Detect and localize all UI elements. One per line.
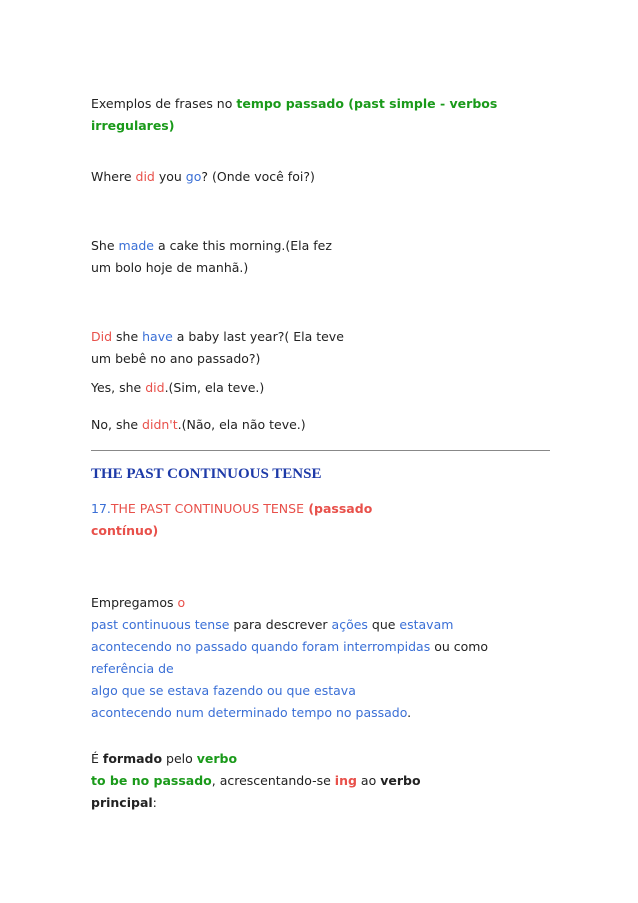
answer-text: .(Sim, ela teve.) (164, 380, 265, 395)
paragraph-line (91, 792, 551, 814)
word-verbo: verbo (380, 773, 421, 788)
paragraph-text: : (152, 795, 157, 810)
word-ing: ing (334, 773, 357, 788)
paragraph-formation (91, 748, 551, 814)
answer-yes (91, 377, 551, 399)
example-line-1 (91, 326, 551, 348)
paragraph-usage (91, 592, 551, 724)
intro-highlight: tempo passado (past simple - verbos irregulares) (91, 96, 498, 133)
example-line-2: um bolo hoje de manhã.) (91, 260, 249, 275)
horizontal-rule (91, 450, 550, 451)
answer-text: .(Não, ela não teve.) (177, 417, 306, 432)
answer-text: Yes, she (91, 380, 146, 395)
answer-no (91, 414, 551, 436)
example-text: you (154, 169, 186, 184)
word-formado: formado (102, 751, 163, 766)
example-text: Where (91, 169, 136, 184)
paragraph-text: para descrever (229, 617, 332, 632)
example-text: ? (Onde você foi?) (201, 169, 315, 184)
paragraph-line (91, 592, 551, 614)
paragraph-line (91, 770, 551, 792)
phrase-referencia: referência de (91, 661, 174, 676)
verb-did: did (145, 380, 165, 395)
word-o: o (177, 595, 186, 610)
word-acoes: ações (331, 617, 368, 632)
verb-did: Did (91, 329, 113, 344)
intro-prefix: Exemplos de frases no (91, 96, 237, 111)
intro-line (91, 93, 551, 137)
example-text: a cake this morning.(Ela fez (154, 238, 332, 253)
verb-have: have (142, 329, 173, 344)
verb-didnt: didn't (142, 417, 178, 432)
paragraph-text: É (91, 751, 103, 766)
subsection-paren: (passado (303, 501, 373, 516)
subsection-line-2: contínuo) (91, 523, 159, 538)
word-principal: principal (91, 795, 153, 810)
paragraph-text: ao (356, 773, 381, 788)
subsection-title: THE PAST CONTINUOUS TENSE (110, 501, 304, 516)
example-text: she (112, 329, 143, 344)
paragraph-line (91, 636, 551, 680)
paragraph-text: que (367, 617, 400, 632)
example-line-1 (91, 235, 551, 257)
paragraph-text: , acrescentando-se (211, 773, 335, 788)
verb-go: go (185, 169, 202, 184)
subsection-number: 17. (91, 501, 111, 516)
phrase-determinado-tempo: acontecendo num determinado tempo no passado (91, 705, 408, 720)
paragraph-text: Empregamos (91, 595, 178, 610)
subsection-heading (91, 498, 551, 542)
paragraph-text: . (407, 705, 412, 720)
paragraph-text: ou como (430, 639, 489, 654)
example-text: She (91, 238, 119, 253)
paragraph-text: pelo (162, 751, 197, 766)
example-where-did-you-go (91, 166, 551, 188)
verb-did: did (135, 169, 155, 184)
example-text: a baby last year?( Ela teve (172, 329, 344, 344)
paragraph-line (91, 748, 551, 770)
example-she-made-a-cake (91, 235, 551, 279)
term-past-continuous: past continuous tense (91, 617, 230, 632)
example-did-she-have-a-baby (91, 326, 551, 370)
paragraph-line (91, 614, 551, 636)
word-estavam: estavam (399, 617, 454, 632)
phrase-to-be: to be no passado (91, 773, 212, 788)
phrase-interrompidas: acontecendo no passado quando foram interrompidas (91, 639, 431, 654)
subsection-line-1 (91, 498, 551, 520)
paragraph-line: algo que se estava fazendo ou que estava (91, 683, 356, 698)
section-heading: THE PAST CONTINUOUS TENSE (91, 466, 322, 482)
verb-made: made (118, 238, 154, 253)
example-line-2: um bebê no ano passado?) (91, 351, 261, 366)
paragraph-line (91, 702, 551, 724)
word-verbo: verbo (196, 751, 238, 766)
answer-text: No, she (91, 417, 143, 432)
